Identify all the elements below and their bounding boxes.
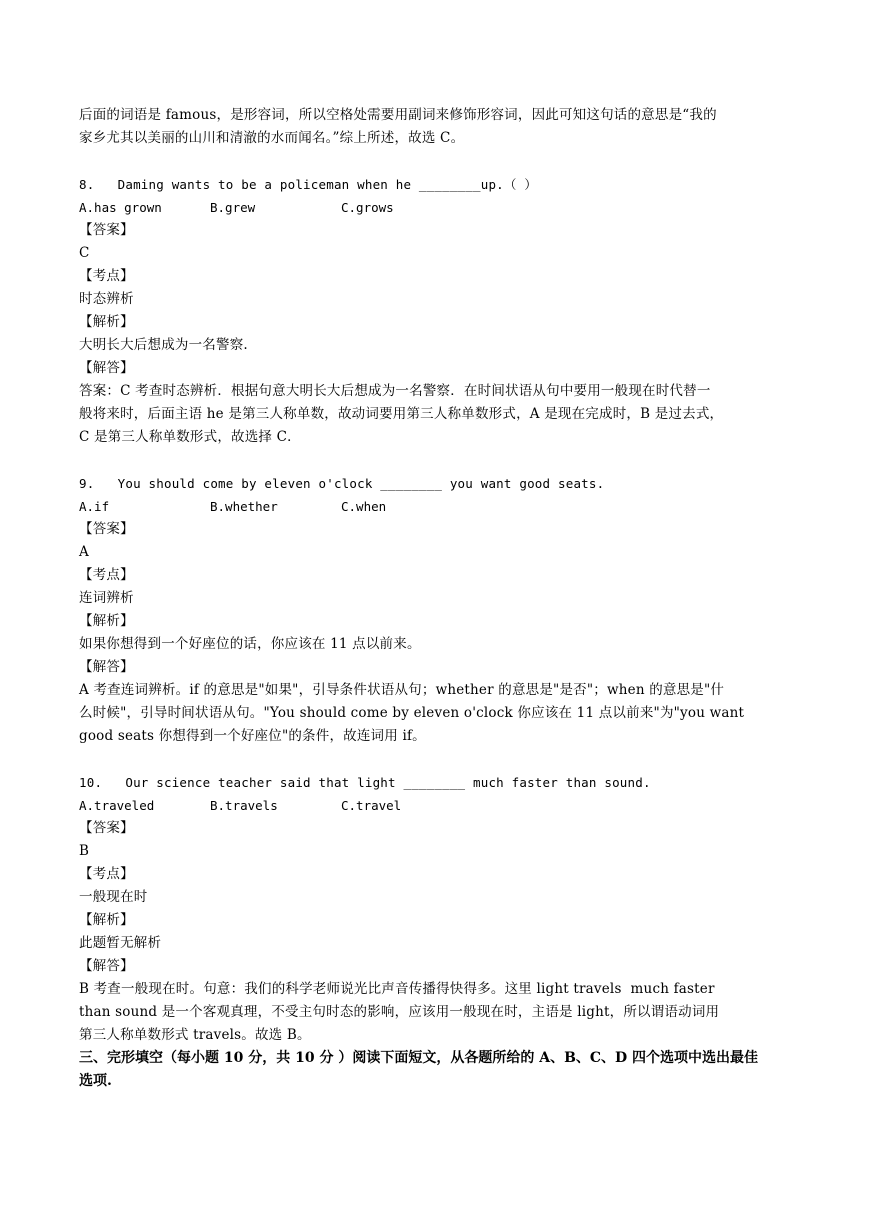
answer-value: A (79, 544, 89, 560)
answer-label: 【答案】 (79, 222, 134, 238)
analysis-text: 大明长大后想成为一名警察. (79, 337, 248, 353)
option-b: B.grew (210, 200, 256, 215)
point-value: 连词辨析 (79, 590, 134, 606)
solution-line: good seats 你想得到一个好座位"的条件，故连词用 if。 (79, 728, 426, 744)
options-row (79, 196, 789, 219)
option-a: A.has grown (79, 200, 162, 215)
solution-line: B 考查一般现在时。句意：我们的科学老师说光比声音传播得快得多。这里 light travels much faster (79, 981, 715, 997)
option-c: C.when (341, 499, 387, 514)
solution-line: than sound 是一个客观真理，不受主句时态的影响，应该用一般现在时，主语是 light，所以谓语动词用 (79, 1004, 720, 1020)
solution-line: C 是第三人称单数形式，故选择 C． (79, 429, 301, 445)
question-9 (79, 472, 789, 748)
analysis-label: 【解析】 (79, 613, 134, 629)
solution-line: A 考查连词辨析。if 的意思是"如果"，引导条件状语从句；whether 的意思是"是否"；when 的意思是"什 (79, 682, 725, 698)
options-row (79, 794, 789, 817)
option-a: A.traveled (79, 798, 155, 813)
answer-label: 【答案】 (79, 521, 134, 537)
point-label: 【考点】 (79, 866, 134, 882)
document-page (79, 104, 789, 1093)
solution-label: 【解答】 (79, 958, 134, 974)
answer-label: 【答案】 (79, 820, 134, 836)
point-value: 时态辨析 (79, 291, 134, 307)
point-label: 【考点】 (79, 567, 134, 583)
solution-line: 般将来时，后面主语 he 是第三人称单数，故动词要用第三人称单数形式，A 是现在完成时，B 是过去式， (79, 406, 724, 422)
solution-label: 【解答】 (79, 659, 134, 675)
options-row (79, 495, 789, 518)
question-10 (79, 771, 789, 1047)
text-line: 家乡尤其以美丽的山川和清澈的水而闻名。”综上所述，故选 C。 (79, 130, 465, 146)
question-8 (79, 173, 789, 449)
section-heading (79, 1047, 789, 1093)
question-stem: 9. You should come by eleven o'clock ________ you want good seats. (79, 476, 605, 491)
option-c: C.travel (341, 798, 402, 813)
answer-value: B (79, 843, 90, 859)
section-heading-line: 三、完形填空（每小题 10 分，共 10 分 ）阅读下面短文，从各题所给的 A、B、C、D 四个选项中选出最佳 (79, 1050, 759, 1066)
analysis-label: 【解析】 (79, 912, 134, 928)
solution-line: 第三人称单数形式 travels。故选 B。 (79, 1027, 311, 1043)
solution-line: 么时候"，引导时间状语从句。"You should come by eleven o'clock 你应该在 11 点以前来"为"you want (79, 705, 745, 721)
option-b: B.whether (210, 499, 278, 514)
point-label: 【考点】 (79, 268, 134, 284)
section-heading-line: 选项. (79, 1073, 112, 1089)
intro-paragraph (79, 104, 789, 150)
analysis-label: 【解析】 (79, 314, 134, 330)
text-line: 后面的词语是 famous，是形容词，所以空格处需要用副词来修饰形容词，因此可知这句话的意思是“我的 (79, 107, 717, 123)
answer-value: C (79, 245, 90, 261)
option-c: C.grows (341, 200, 394, 215)
question-stem: 8. Daming wants to be a policeman when he ________up.（ ） (79, 177, 538, 192)
analysis-text: 此题暂无解析 (79, 935, 162, 951)
point-value: 一般现在时 (79, 889, 148, 905)
solution-label: 【解答】 (79, 360, 134, 376)
option-a: A.if (79, 499, 110, 514)
question-stem: 10. Our science teacher said that light ________ much faster than sound. (79, 775, 651, 790)
analysis-text: 如果你想得到一个好座位的话，你应该在 11 点以前来。 (79, 636, 421, 652)
option-b: B.travels (210, 798, 278, 813)
solution-line: 答案：C 考查时态辨析．根据句意大明长大后想成为一名警察．在时间状语从句中要用一般现在时代替一 (79, 383, 711, 399)
